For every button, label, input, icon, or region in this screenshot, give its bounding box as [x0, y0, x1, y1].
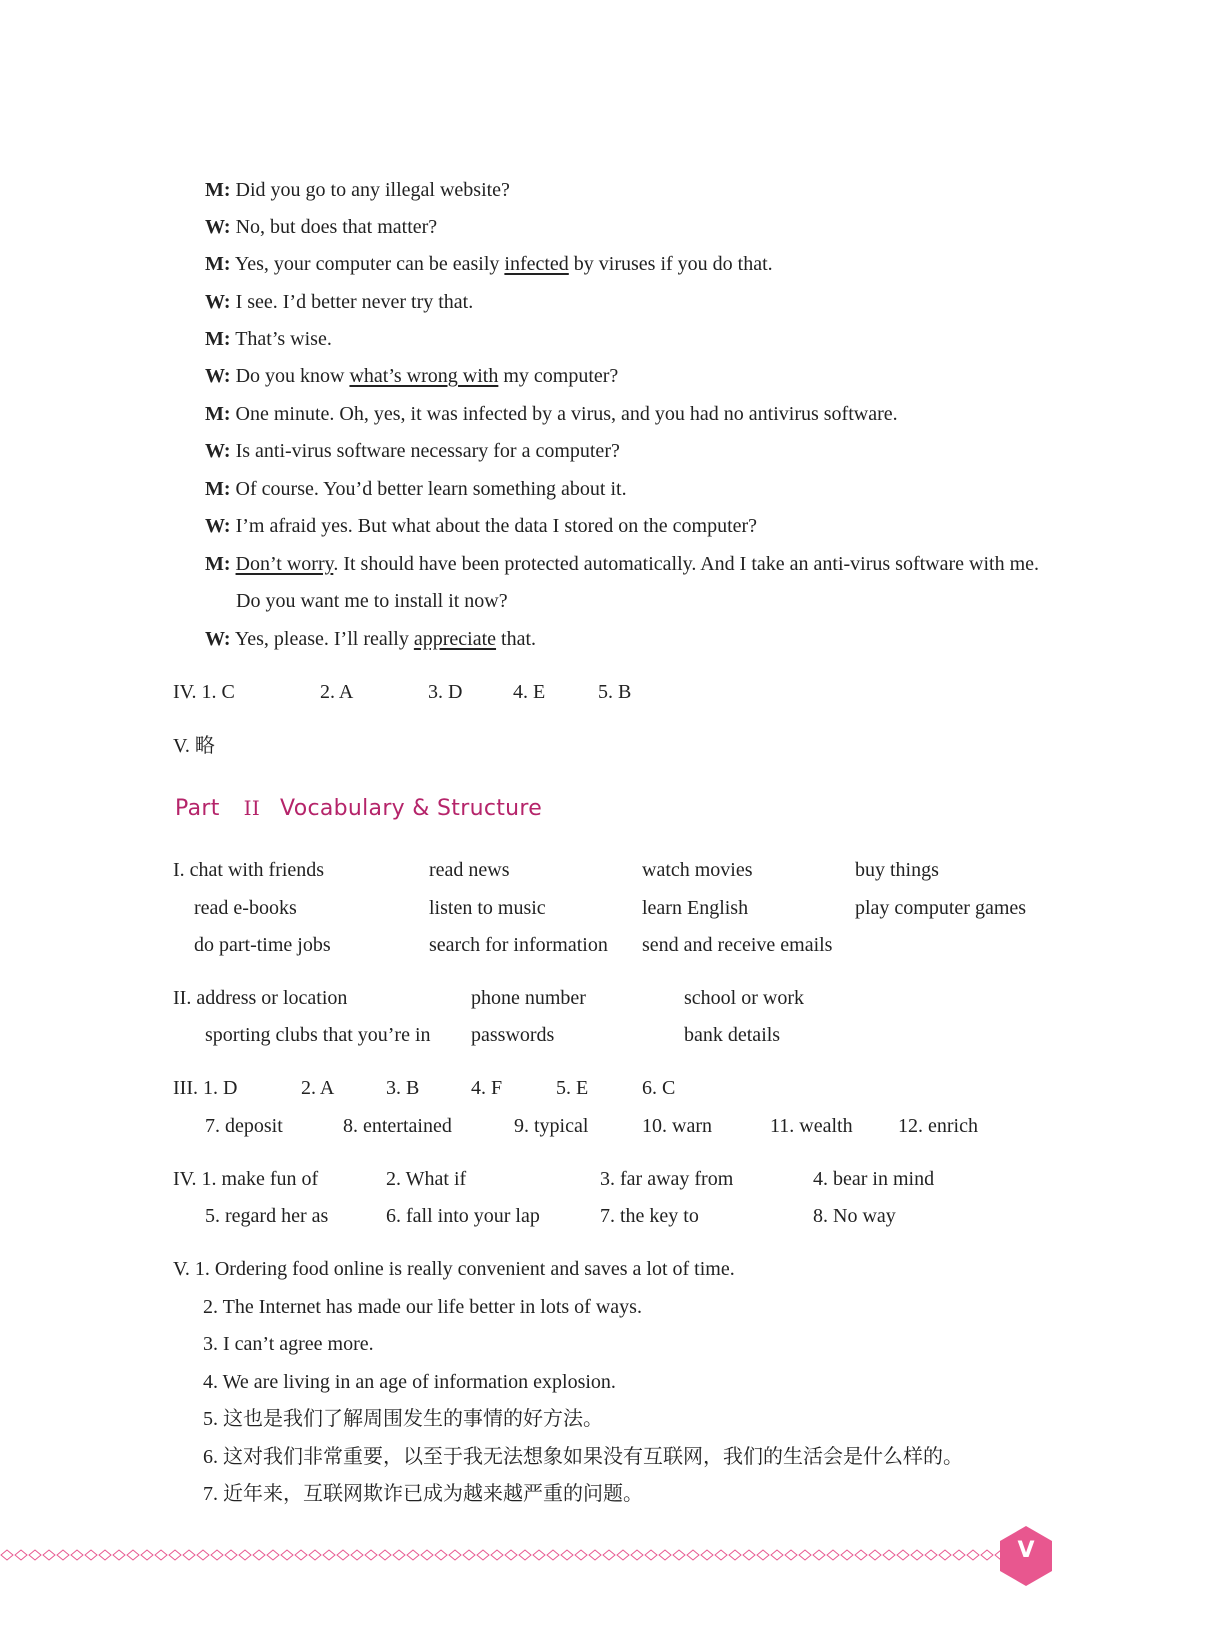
sentence-line: 4. We are living in an age of information explosion.	[203, 1371, 616, 1393]
dialogue-line: M: That’s wise.	[205, 328, 332, 350]
sentence-line: 6. 这对我们非常重要，以至于我无法想象如果没有互联网，我们的生活会是什么样的。	[203, 1446, 963, 1468]
underlined-term: what’s wrong with	[349, 365, 499, 387]
underlined-term: appreciate	[413, 628, 497, 650]
part-heading: Part II Vocabulary & Structure	[175, 796, 543, 821]
dialogue-line: W: Yes, please. I’ll really appreciate that.	[205, 628, 537, 650]
page-number: V	[1017, 1538, 1035, 1563]
answer: IV. 1. C	[173, 681, 235, 703]
underlined-term: Don’t worry	[235, 553, 334, 575]
dialogue-line: M: Did you go to any illegal website?	[205, 179, 510, 201]
answer: 4. E	[513, 681, 546, 703]
dialogue-line: W: Is anti-virus software necessary for a computer?	[205, 440, 620, 462]
sentence-line: V. 1. Ordering food online is really convenient and saves a lot of time.	[173, 1258, 735, 1280]
answer: 3. D	[428, 681, 463, 703]
decorative-diamond-border	[0, 1548, 1005, 1562]
dialogue-line: W: Do you know what’s wrong with my computer?	[205, 365, 619, 387]
dialogue-line: M: Don’t worry. It should have been protected automatically. And I take an anti-virus software with me.	[205, 553, 1040, 575]
answer-key-page: M: Did you go to any illegal website? W: No, but does that matter? M: Yes, your computer can be easily infected by viruses if you do that. W: I see. I’d better never try that. M: That’s wise. W: Do you know what’s wrong with my computer? M: One minute. Oh, yes, it was infected by a virus, and you had no antivirus software. W: Is anti-virus software necessary for a computer? M: Of course. You’d better learn something about it. W: I’m afraid yes. But what about the data I stored on the computer? M: Don’t worry. It should have been protected automatically. And I take an anti-virus software with me. Do you want me to install it now? W: Yes, please. I’ll really appreciate that. IV. 1. C 2. A 3. D 4. E 5. B V. 略 Part II Vocabulary & Structure I. chat with friends read news watch movies buy things read e-books listen to music learn English play computer games do part-time jobs search for information send and receive emails II. address or location phone number school or work sporting clubs that you’re in passwords bank details III. 1. D 2. A 3. B 4. F 5. E 6. C 7. deposit 8. entertained 9. typical 10. warn 11. wealth 12. enrich IV. 1. make fun of 2. What if 3. far away from 4. bear in mind 5. regard her as 6. fall into your lap 7. the key to 8. No way V. 1. Ordering food online is really convenient and saves a lot of time. 2. The Internet has made our life better in lots of ways. 3. I can’t agree more. 4. We are living in an age of information explosion. 5. 这也是我们了解周围发生的事情的好方法。 6. 这对我们非常重要，以至于我无法想象如果没有互联网，我们的生活会是什么样的。 7. 近年来，互联网欺诈已成为越来越严重的问题。 V	[0, 0, 1225, 1650]
dialogue-line-continuation: Do you want me to install it now?	[236, 590, 508, 612]
sentence-line: 5. 这也是我们了解周围发生的事情的好方法。	[203, 1408, 603, 1430]
dialogue-line: W: No, but does that matter?	[205, 216, 438, 238]
answer: 2. A	[320, 681, 354, 703]
sentence-line: 2. The Internet has made our life better in lots of ways.	[203, 1296, 642, 1318]
dialogue-line: M: Of course. You’d better learn something about it.	[205, 478, 627, 500]
dialogue-line: W: I’m afraid yes. But what about the data I stored on the computer?	[205, 515, 758, 537]
dialogue-line: M: Yes, your computer can be easily infected by viruses if you do that.	[205, 253, 773, 275]
sentence-line: 3. I can’t agree more.	[203, 1333, 374, 1355]
sentence-line: 7. 近年来，互联网欺诈已成为越来越严重的问题。	[203, 1483, 643, 1505]
underlined-term: infected	[504, 253, 569, 275]
v-answer: V. 略	[173, 735, 215, 757]
dialogue-line: W: I see. I’d better never try that.	[205, 291, 474, 313]
dialogue-line: M: One minute. Oh, yes, it was infected by a virus, and you had no antivirus software.	[205, 403, 898, 425]
answer: 5. B	[598, 681, 632, 703]
